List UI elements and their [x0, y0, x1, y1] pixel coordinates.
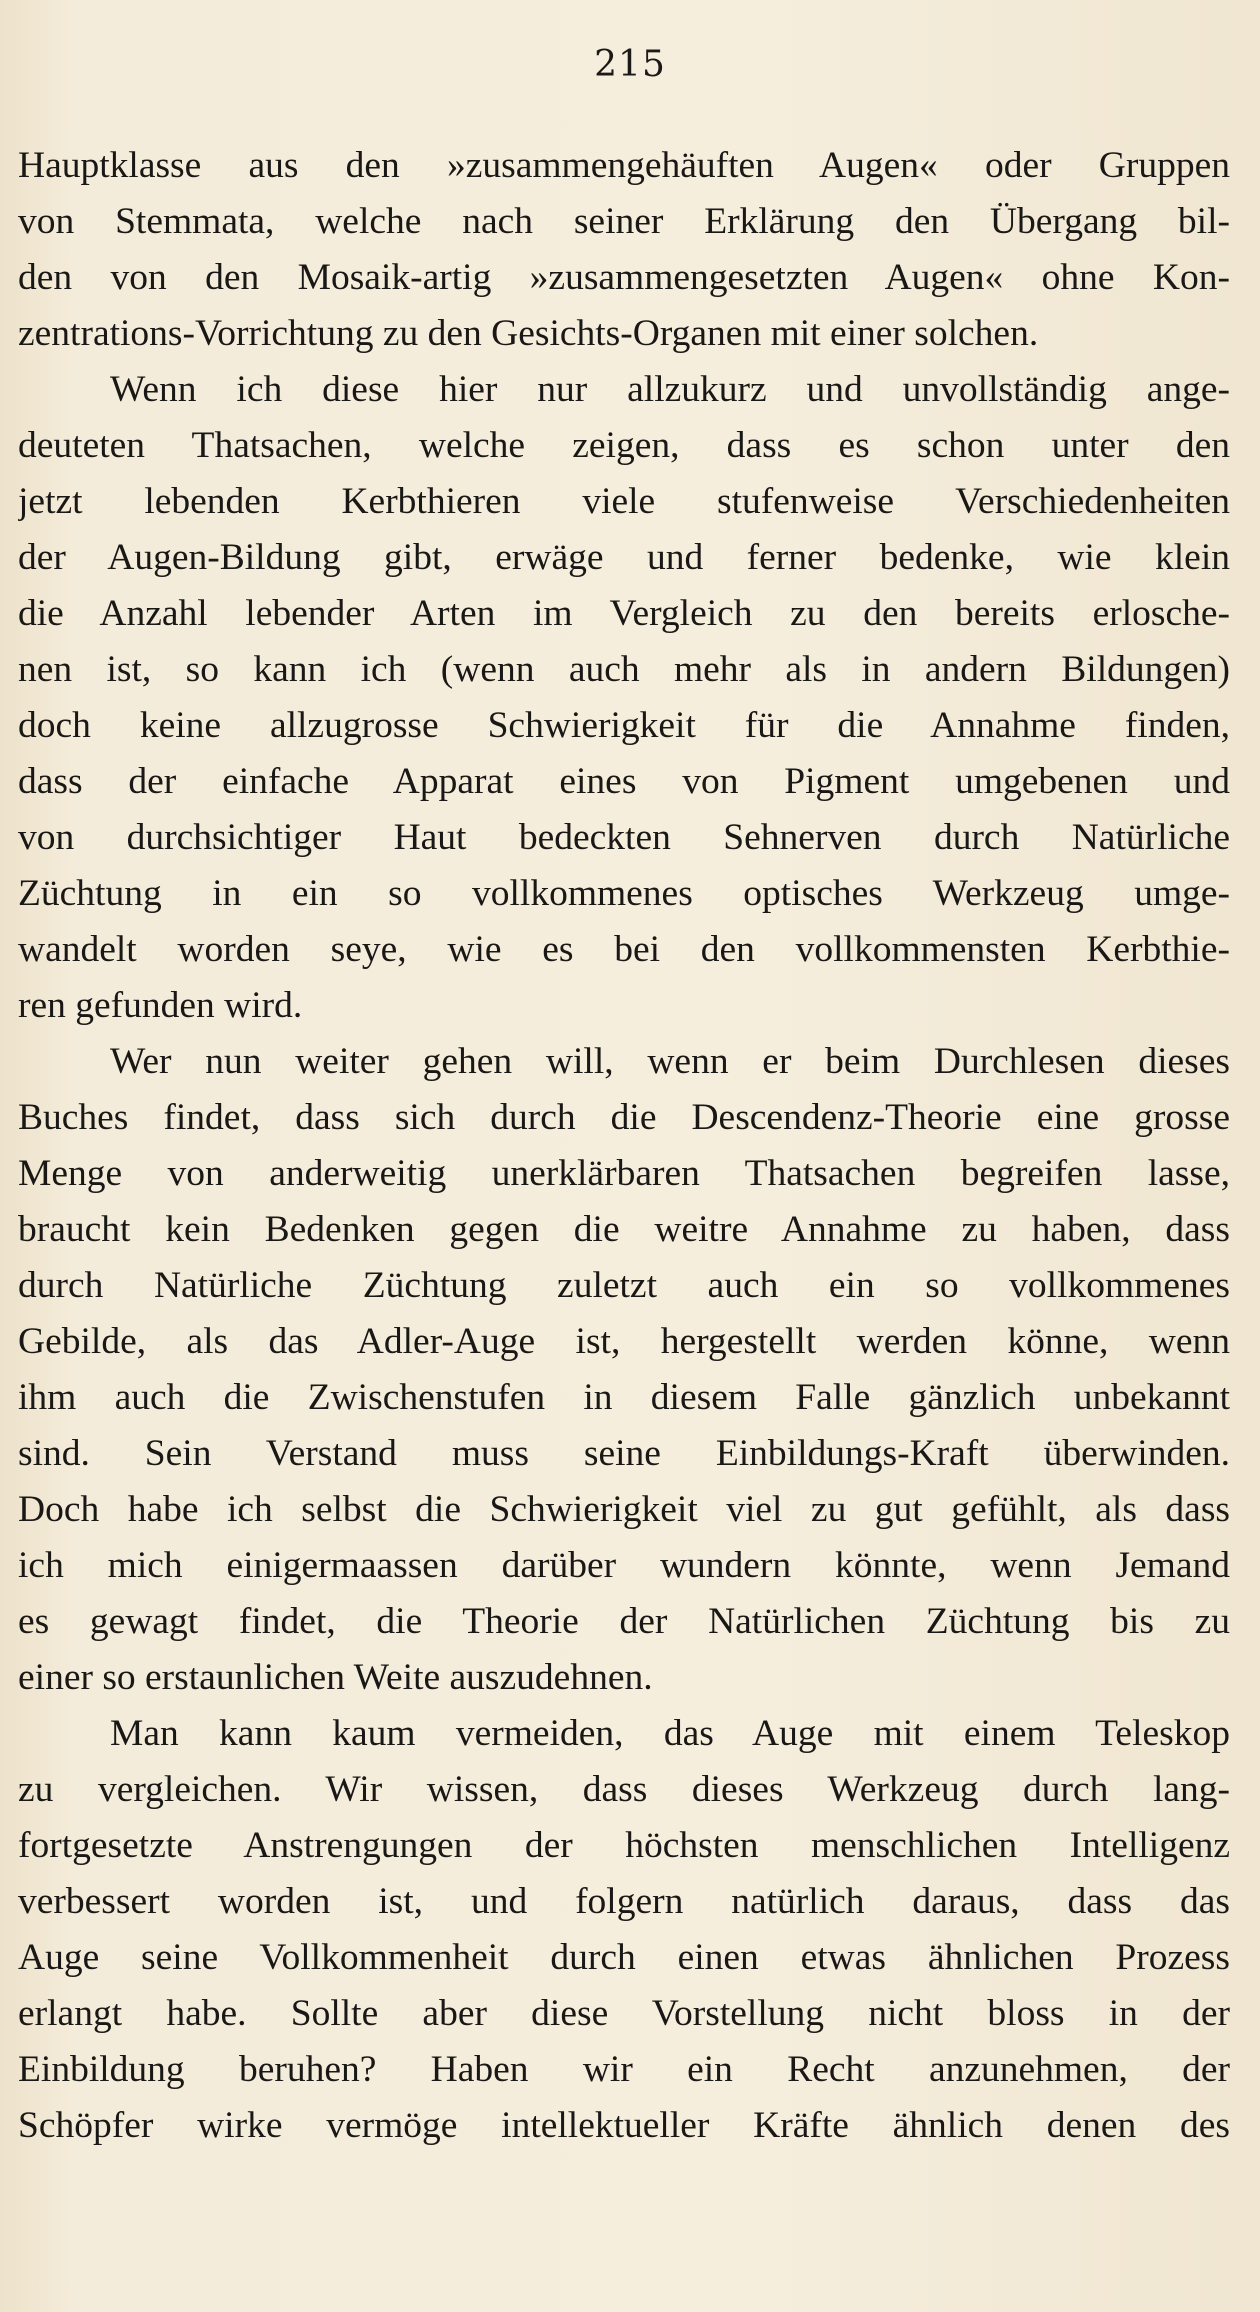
text-line: zentrations-Vorrichtung zu den Gesichts-Organen mit einer solchen.	[18, 313, 1039, 354]
text-line: Züchtung in ein so vollkommenes optisches Werkzeug umge-	[18, 873, 1230, 914]
text-line: durch Natürliche Züchtung zuletzt auch ein so vollkommenes	[18, 1265, 1230, 1306]
page-number: 215	[594, 44, 666, 85]
text-line: Wer nun weiter gehen will, wenn er beim Durchlesen dieses	[110, 1041, 1230, 1082]
text-line: es gewagt findet, die Theorie der Natürlichen Züchtung bis zu	[18, 1601, 1230, 1642]
text-line: ren gefunden wird.	[18, 985, 303, 1026]
text-line: von Stemmata, welche nach seiner Erklärung den Übergang bil-	[18, 201, 1230, 242]
text-line: ich mich einigermaassen darüber wundern könnte, wenn Jemand	[18, 1545, 1230, 1586]
text-line: von durchsichtiger Haut bedeckten Sehnerven durch Natürliche	[18, 817, 1230, 858]
text-line: braucht kein Bedenken gegen die weitre Annahme zu haben, dass	[18, 1209, 1230, 1250]
text-line: erlangt habe. Sollte aber diese Vorstellung nicht bloss in der	[18, 1993, 1230, 2034]
text-line: einer so erstaunlichen Weite auszudehnen.	[18, 1657, 653, 1698]
text-line: Wenn ich diese hier nur allzukurz und unvollständig ange-	[110, 369, 1230, 410]
text-line: Auge seine Vollkommenheit durch einen etwas ähnlichen Prozess	[18, 1937, 1230, 1978]
text-line: Hauptklasse aus den »zusammengehäuften Augen« oder Gruppen	[18, 145, 1230, 186]
text-line: wandelt worden seye, wie es bei den vollkommensten Kerbthie-	[18, 929, 1230, 970]
text-line: deuteten Thatsachen, welche zeigen, dass es schon unter den	[18, 425, 1230, 466]
text-line: die Anzahl lebender Arten im Vergleich zu den bereits erlosche-	[18, 593, 1230, 634]
text-line: sind. Sein Verstand muss seine Einbildungs-Kraft überwinden.	[18, 1433, 1230, 1474]
text-line: Doch habe ich selbst die Schwierigkeit viel zu gut gefühlt, als dass	[18, 1489, 1230, 1530]
text-line: zu vergleichen. Wir wissen, dass dieses Werkzeug durch lang-	[18, 1769, 1230, 1810]
text-line: Schöpfer wirke vermöge intellektueller Kräfte ähnlich denen des	[18, 2105, 1230, 2146]
text-line: Man kann kaum vermeiden, das Auge mit einem Teleskop	[110, 1713, 1230, 1754]
text-line: ihm auch die Zwischenstufen in diesem Falle gänzlich unbekannt	[18, 1377, 1230, 1418]
text-line: jetzt lebenden Kerbthieren viele stufenweise Verschiedenheiten	[18, 481, 1230, 522]
text-line: Buches findet, dass sich durch die Descendenz-Theorie eine grosse	[18, 1097, 1230, 1138]
text-line: den von den Mosaik-artig »zusammengesetzten Augen« ohne Kon-	[18, 257, 1230, 298]
text-line: fortgesetzte Anstrengungen der höchsten menschlichen Intelligenz	[18, 1825, 1230, 1866]
text-line: der Augen-Bildung gibt, erwäge und ferner bedenke, wie klein	[18, 537, 1230, 578]
text-line: Einbildung beruhen? Haben wir ein Recht anzunehmen, der	[18, 2049, 1230, 2090]
text-line: Gebilde, als das Adler-Auge ist, hergestellt werden könne, wenn	[18, 1321, 1230, 1362]
text-line: verbessert worden ist, und folgern natürlich daraus, dass das	[18, 1881, 1230, 1922]
text-line: dass der einfache Apparat eines von Pigment umgebenen und	[18, 761, 1230, 802]
text-line: nen ist, so kann ich (wenn auch mehr als in andern Bildungen)	[18, 649, 1230, 690]
text-line: Menge von anderweitig unerklärbaren Thatsachen begreifen lasse,	[18, 1153, 1230, 1194]
text-line: doch keine allzugrosse Schwierigkeit für die Annahme finden,	[18, 705, 1230, 746]
